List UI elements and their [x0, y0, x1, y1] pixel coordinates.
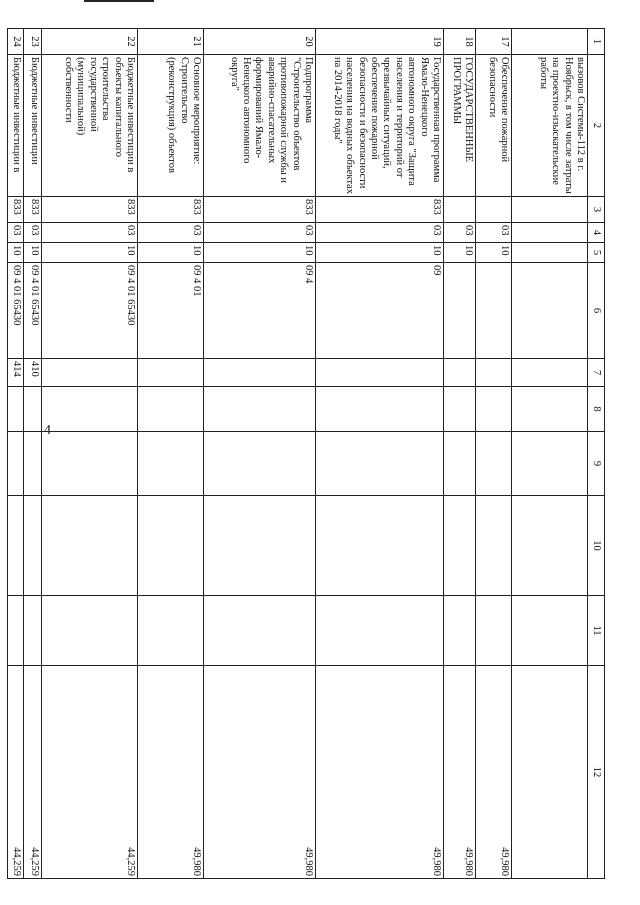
cell: [512, 596, 588, 666]
cell: [316, 432, 444, 496]
table-row: [512, 29, 588, 879]
cell: [24, 596, 42, 666]
cell: [444, 596, 476, 666]
subsection-cell: 10: [138, 243, 204, 263]
cell: [42, 432, 138, 496]
row-number-cell: 21: [138, 29, 204, 55]
subsection-cell: 10: [8, 243, 24, 263]
expense-type-cell: [316, 359, 444, 387]
subsection-cell: 10: [42, 243, 138, 263]
expense-type-cell: [204, 359, 316, 387]
cell: [476, 596, 512, 666]
row-number-cell: 17: [476, 29, 512, 55]
section-cell: [512, 223, 588, 243]
subsection-cell: 10: [316, 243, 444, 263]
section-cell: 03: [316, 223, 444, 243]
target-article-cell: [512, 263, 588, 359]
section-cell: 03: [42, 223, 138, 243]
cell: [42, 496, 138, 596]
subsection-cell: 10: [204, 243, 316, 263]
name-cell: Основное мероприятие: Строительство (реконструкция) объектов: [138, 55, 204, 197]
amount-cell: 49,980: [204, 666, 316, 879]
budget-table: [7, 28, 605, 879]
cell: [138, 387, 204, 432]
name-cell: Бюджетные инвестиции в: [8, 55, 24, 197]
cell: [8, 387, 24, 432]
code-cell: [512, 197, 588, 223]
section-cell: 03: [476, 223, 512, 243]
code-cell: 833: [138, 197, 204, 223]
cell: [476, 496, 512, 596]
table-row: [204, 29, 316, 879]
header-cell: 8: [588, 387, 605, 432]
name-cell: Подпрограмма "Строительство объектов противопожарной службы и аварийно-спасательных формирований Ямало-Ненецкого автономного округа": [204, 55, 316, 197]
header-cell: 4: [588, 223, 605, 243]
cell: [8, 596, 24, 666]
cell: [8, 432, 24, 496]
expense-type-cell: [42, 359, 138, 387]
target-article-cell: 09 4 01: [138, 263, 204, 359]
code-cell: 833: [24, 197, 42, 223]
expense-type-cell: [512, 359, 588, 387]
cell: [138, 432, 204, 496]
cell: [138, 596, 204, 666]
header-cell: 11: [588, 596, 605, 666]
cell: [204, 432, 316, 496]
expense-type-cell: 410: [24, 359, 42, 387]
row-number-cell: 24: [8, 29, 24, 55]
cell: [42, 387, 138, 432]
amount-cell: 44,259: [8, 666, 24, 879]
row-number-cell: 18: [444, 29, 476, 55]
table-row: [476, 29, 512, 879]
table-row: [8, 29, 24, 879]
cell: [204, 596, 316, 666]
section-cell: 03: [8, 223, 24, 243]
code-cell: [476, 197, 512, 223]
target-article-cell: 09: [316, 263, 444, 359]
row-number-cell: 19: [316, 29, 444, 55]
name-cell: вызовов Системы-112 в г. Ноябрьск, в том числе затраты на проектно-изыскательские работы: [512, 55, 588, 197]
row-number-cell: 20: [204, 29, 316, 55]
amount-cell: [512, 666, 588, 879]
subsection-cell: [512, 243, 588, 263]
table-body: [8, 29, 588, 879]
cell: [316, 596, 444, 666]
cell: [316, 387, 444, 432]
section-cell: 03: [444, 223, 476, 243]
cell: [512, 432, 588, 496]
row-number-cell: 22: [42, 29, 138, 55]
expense-type-cell: 414: [8, 359, 24, 387]
cell: [316, 496, 444, 596]
top-rule: [84, 0, 154, 2]
cell: [444, 432, 476, 496]
amount-cell: 49,980: [138, 666, 204, 879]
header-cell: 10: [588, 496, 605, 596]
table-row: [316, 29, 444, 879]
cell: [8, 496, 24, 596]
cell: [138, 496, 204, 596]
row-number-cell: 23: [24, 29, 42, 55]
header-row: [588, 29, 605, 879]
section-cell: 03: [24, 223, 42, 243]
cell: [444, 496, 476, 596]
amount-cell: 49,980: [444, 666, 476, 879]
subsection-cell: 10: [476, 243, 512, 263]
code-cell: 833: [204, 197, 316, 223]
name-cell: ГОСУДАРСТВЕННЫЕ ПРОГРАММЫ: [444, 55, 476, 197]
amount-cell: 44,259: [24, 666, 42, 879]
code-cell: [444, 197, 476, 223]
table-row: [24, 29, 42, 879]
table-row: [138, 29, 204, 879]
subsection-cell: 10: [444, 243, 476, 263]
cell: [476, 432, 512, 496]
cell: [204, 496, 316, 596]
cell: [476, 387, 512, 432]
header-cell: 9: [588, 432, 605, 496]
subsection-cell: 10: [24, 243, 42, 263]
cell: [24, 432, 42, 496]
target-article-cell: [444, 263, 476, 359]
expense-type-cell: [476, 359, 512, 387]
name-cell: Государственная программа Ямало-Ненецкого автономного округа "Защита населения и территорий от чрезвычайных ситуаций, обеспечение пожарной безопасности и безопасности населения на водных объектах на 2014-2018 годы": [316, 55, 444, 197]
header-cell: 3: [588, 197, 605, 223]
section-cell: 03: [204, 223, 316, 243]
target-article-cell: 09 4 01 65430: [8, 263, 24, 359]
row-number-cell: [512, 29, 588, 55]
code-cell: 833: [42, 197, 138, 223]
amount-cell: 44,259: [42, 666, 138, 879]
code-cell: 833: [316, 197, 444, 223]
target-article-cell: 09 4: [204, 263, 316, 359]
cell: [24, 496, 42, 596]
header-cell: 7: [588, 359, 605, 387]
expense-type-cell: [444, 359, 476, 387]
target-article-cell: [476, 263, 512, 359]
rotated-table-container: [11, 28, 605, 878]
cell: [512, 387, 588, 432]
amount-cell: 49,980: [316, 666, 444, 879]
header-cell: 5: [588, 243, 605, 263]
header-cell: 2: [588, 55, 605, 197]
page-number: 4: [44, 423, 51, 438]
target-article-cell: 09 4 01 65430: [42, 263, 138, 359]
cell: [204, 387, 316, 432]
name-cell: Обеспечение пожарной безопасности: [476, 55, 512, 197]
cell: [42, 596, 138, 666]
table-row: [42, 29, 138, 879]
cell: [24, 387, 42, 432]
table-row: [444, 29, 476, 879]
cell: [512, 496, 588, 596]
target-article-cell: 09 4 01 65430: [24, 263, 42, 359]
expense-type-cell: [138, 359, 204, 387]
header-cell: 6: [588, 263, 605, 359]
header-cell: 1: [588, 29, 605, 55]
cell: [444, 387, 476, 432]
name-cell: Бюджетные инвестиции в объекты капитального строительства государственной (муниципальной) собственности: [42, 55, 138, 197]
section-cell: 03: [138, 223, 204, 243]
header-cell: 12: [588, 666, 605, 879]
code-cell: 833: [8, 197, 24, 223]
name-cell: Бюджетные инвестиции: [24, 55, 42, 197]
amount-cell: 49,980: [476, 666, 512, 879]
